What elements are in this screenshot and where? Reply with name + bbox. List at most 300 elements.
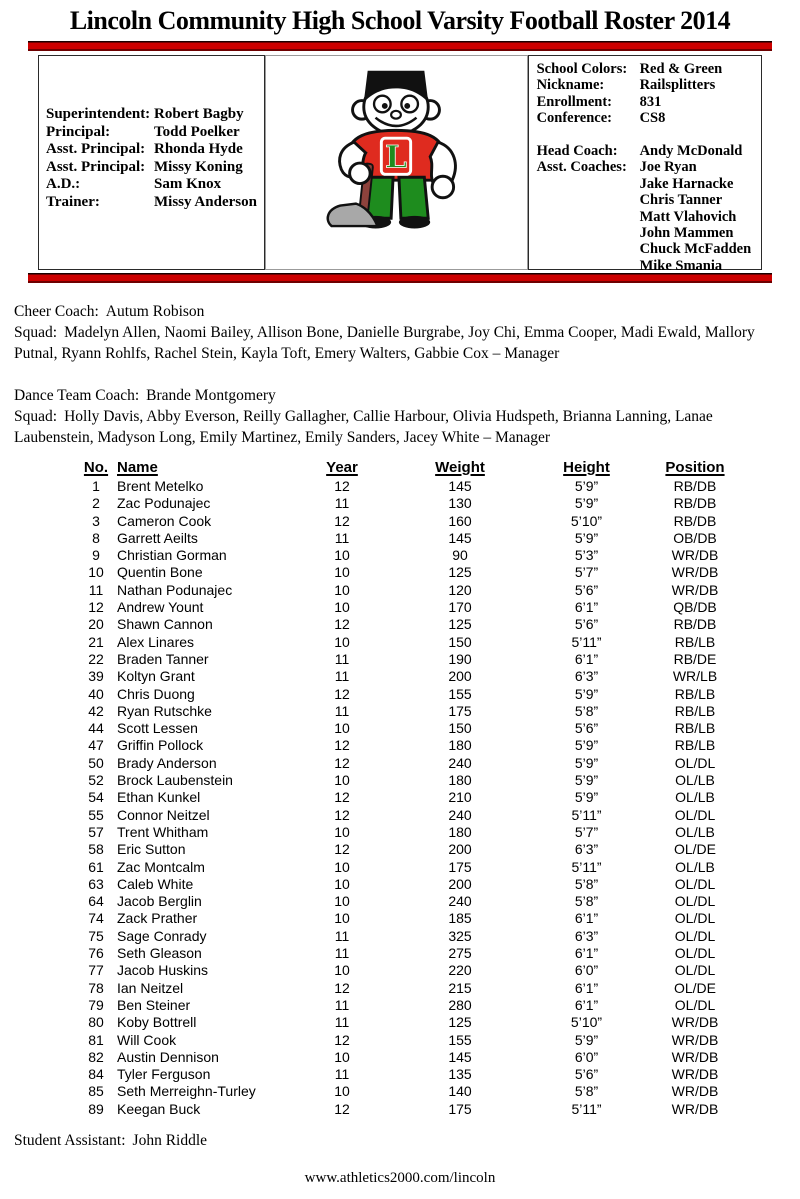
player-year: 10: [334, 547, 350, 564]
player-number: 78: [88, 979, 104, 996]
roster-row: [75, 530, 760, 547]
player-year: 11: [334, 927, 350, 944]
player-weight: 175: [448, 858, 472, 875]
player-number: 75: [88, 927, 104, 944]
col-header-name: Name: [117, 459, 158, 476]
player-weight: 200: [448, 875, 472, 892]
player-name: Will Cook: [117, 1031, 177, 1048]
railsplitter-mascot-graphic: [313, 56, 479, 236]
admin-row: [46, 141, 264, 159]
roster-row: [75, 997, 760, 1014]
player-year: 12: [334, 512, 350, 529]
player-name: Ryan Rutschke: [117, 702, 212, 719]
player-position: OL/LB: [675, 772, 715, 789]
player-name: Alex Linares: [117, 633, 195, 650]
player-position: WR/DB: [671, 581, 719, 598]
player-name: Connor Neitzel: [117, 806, 210, 823]
player-position: RB/LB: [674, 702, 716, 719]
player-height: 5’11”: [571, 806, 602, 823]
player-name: Ian Neitzel: [117, 979, 184, 996]
player-position: RB/DB: [673, 512, 717, 529]
player-weight: 215: [448, 979, 472, 996]
student-assistant-name: John Riddle: [132, 1131, 208, 1149]
player-height: 5’9”: [574, 789, 599, 806]
player-weight: 125: [448, 616, 472, 633]
roster-header-row: [75, 458, 760, 478]
student-assistant-label: Student Assistant:: [14, 1131, 126, 1149]
school-info-value: Red & Green: [639, 61, 723, 77]
player-position: RB/DB: [673, 478, 717, 494]
player-weight: 135: [448, 1066, 472, 1083]
player-name: Koltyn Grant: [117, 668, 195, 685]
player-name: Seth Gleason: [117, 945, 202, 962]
player-weight: 190: [448, 650, 472, 667]
spacer: [14, 364, 786, 385]
red-divider-bottom: [28, 273, 772, 283]
player-name: Tyler Ferguson: [117, 1066, 211, 1083]
roster-row: [75, 668, 760, 685]
squads-section: [14, 301, 786, 448]
admin-value: Missy Anderson: [154, 193, 257, 210]
player-height: 6’3”: [574, 927, 599, 944]
player-number: 61: [88, 858, 104, 875]
school-info-label: School Colors:: [536, 61, 628, 77]
asst-coach-name: Chuck McFadden: [639, 241, 752, 258]
roster-table: [75, 458, 760, 1118]
asst-coach-name: Jake Harnacke: [639, 175, 734, 192]
player-position: RB/DB: [673, 616, 717, 633]
player-number: 57: [88, 823, 104, 840]
player-position: OL/LB: [675, 823, 715, 840]
player-position: QB/DB: [673, 599, 717, 616]
player-position: OL/DL: [674, 875, 716, 892]
admin-row: [46, 194, 264, 212]
roster-row: [75, 582, 760, 599]
admin-value: Sam Knox: [154, 176, 222, 193]
player-weight: 220: [448, 962, 472, 979]
player-number: 80: [88, 1014, 104, 1031]
asst-coaches-row: [537, 159, 761, 274]
player-number: 20: [88, 616, 104, 633]
player-position: OL/DL: [674, 927, 716, 944]
roster-row: [75, 980, 760, 997]
player-position: WR/DB: [671, 1100, 719, 1117]
player-number: 47: [88, 737, 104, 754]
player-number: 12: [88, 599, 104, 616]
asst-coach-name: Mike Smania: [639, 257, 723, 274]
player-number: 81: [88, 1031, 104, 1048]
player-weight: 275: [448, 945, 472, 962]
player-weight: 240: [448, 754, 472, 771]
roster-row: [75, 789, 760, 806]
col-header-position: Position: [665, 459, 725, 476]
player-height: 5’10”: [570, 512, 603, 529]
player-year: 10: [334, 1083, 350, 1100]
school-info-row: [537, 110, 761, 126]
school-info-row: [537, 77, 761, 93]
player-year: 11: [334, 529, 350, 546]
player-number: 9: [92, 547, 100, 564]
player-position: OL/DL: [674, 893, 716, 910]
player-number: 21: [88, 633, 104, 650]
player-number: 11: [88, 581, 104, 598]
player-number: 44: [88, 720, 104, 737]
player-weight: 325: [448, 927, 472, 944]
player-height: 5’9”: [574, 737, 599, 754]
player-year: 12: [334, 1100, 350, 1117]
dance-squad-line: [14, 406, 786, 448]
admin-label: Principal:: [46, 123, 111, 140]
player-number: 55: [88, 806, 104, 823]
head-coach-label: Head Coach:: [536, 143, 618, 160]
admin-label: Superintendent:: [46, 106, 151, 122]
player-number: 82: [88, 1048, 104, 1065]
dance-coach-name: Brande Montgomery: [146, 387, 276, 404]
player-weight: 145: [448, 478, 472, 494]
player-name: Trent Whitham: [117, 823, 209, 840]
player-number: 8: [92, 529, 100, 546]
school-info-row: [537, 94, 761, 110]
player-name: Jacob Huskins: [117, 962, 209, 979]
player-height: 5’9”: [574, 685, 599, 702]
player-position: OB/DB: [673, 529, 717, 546]
player-name: Zack Prather: [117, 910, 198, 927]
admin-value: Rhonda Hyde: [154, 141, 243, 158]
roster-row: [75, 495, 760, 512]
asst-coach-name: Joe Ryan: [639, 159, 697, 176]
player-height: 6’1”: [574, 910, 599, 927]
admin-label: Asst. Principal:: [46, 158, 146, 175]
player-number: 79: [88, 996, 104, 1013]
school-info-value: Railsplitters: [639, 77, 716, 94]
player-position: OL/DE: [673, 979, 716, 996]
player-height: 5’10”: [570, 1014, 603, 1031]
player-number: 1: [92, 478, 100, 494]
player-weight: 180: [448, 772, 472, 789]
player-number: 3: [92, 512, 100, 529]
asst-coach-name: Chris Tanner: [639, 192, 723, 209]
player-year: 12: [334, 737, 350, 754]
roster-row: [75, 841, 760, 858]
player-position: OL/DL: [674, 996, 716, 1013]
player-position: WR/DB: [671, 1066, 719, 1083]
player-number: 64: [88, 893, 104, 910]
player-position: RB/LB: [674, 737, 716, 754]
admin-value: Robert Bagby: [154, 106, 244, 122]
player-height: 5’8”: [574, 1083, 599, 1100]
head-coach-value: Andy McDonald: [639, 143, 743, 160]
school-info-value: CS8: [639, 110, 666, 127]
player-height: 5’8”: [574, 875, 599, 892]
player-year: 11: [334, 650, 350, 667]
player-height: 5’11”: [571, 858, 602, 875]
player-year: 10: [334, 875, 350, 892]
player-name: Zac Podunajec: [117, 495, 211, 512]
player-weight: 185: [448, 910, 472, 927]
player-position: WR/DB: [671, 1031, 719, 1048]
player-year: 11: [334, 668, 350, 685]
player-height: 5’6”: [574, 720, 599, 737]
player-position: WR/DB: [671, 1083, 719, 1100]
player-name: Eric Sutton: [117, 841, 186, 858]
player-weight: 150: [448, 633, 472, 650]
player-height: 5’9”: [574, 1031, 599, 1048]
player-name: Ben Steiner: [117, 996, 191, 1013]
asst-coach-name: Matt Vlahovich: [639, 208, 737, 225]
player-weight: 240: [448, 806, 472, 823]
admin-row: [46, 159, 264, 177]
dance-coach-label: Dance Team Coach:: [14, 387, 140, 404]
school-info-row: [537, 61, 761, 77]
roster-row: [75, 616, 760, 633]
player-number: 54: [88, 789, 104, 806]
roster-row: [75, 910, 760, 927]
player-weight: 175: [448, 702, 472, 719]
roster-row: [75, 824, 760, 841]
player-position: WR/DB: [671, 1048, 719, 1065]
administration-box: [38, 55, 265, 270]
player-weight: 180: [448, 823, 472, 840]
player-position: RB/DE: [673, 650, 717, 667]
player-name: Caleb White: [117, 875, 194, 892]
roster-row: [75, 1066, 760, 1083]
roster-row: [75, 1032, 760, 1049]
roster-row: [75, 772, 760, 789]
player-number: 50: [88, 754, 104, 771]
roster-row: [75, 651, 760, 668]
cheer-coach-label: Cheer Coach:: [14, 303, 99, 320]
player-number: 10: [88, 564, 104, 581]
school-info-label: Nickname:: [536, 77, 605, 94]
col-header-weight: Weight: [435, 459, 485, 476]
school-info-label: Conference:: [536, 110, 612, 127]
player-weight: 160: [448, 512, 472, 529]
dance-coach-line: [14, 385, 786, 406]
player-weight: 200: [448, 841, 472, 858]
student-assistant-line: [14, 1132, 786, 1150]
player-year: 12: [334, 478, 350, 494]
player-name: Brady Anderson: [117, 754, 217, 771]
dance-squad-label: Squad:: [14, 408, 58, 425]
player-name: Brent Metelko: [117, 478, 204, 494]
admin-row: [46, 106, 264, 124]
player-year: 11: [334, 1014, 350, 1031]
red-divider-top: [28, 41, 772, 51]
cheer-coach-line: [14, 301, 786, 322]
roster-row: [75, 513, 760, 530]
player-name: Austin Dennison: [117, 1048, 219, 1065]
roster-row: [75, 1083, 760, 1100]
player-name: Brock Laubenstein: [117, 772, 233, 789]
player-weight: 90: [452, 547, 468, 564]
school-info-value: 831: [639, 93, 662, 110]
player-height: 6’3”: [574, 668, 599, 685]
player-name: Chris Duong: [117, 685, 195, 702]
player-height: 5’9”: [574, 772, 599, 789]
player-height: 5’7”: [574, 564, 599, 581]
roster-row: [75, 686, 760, 703]
player-number: 40: [88, 685, 104, 702]
player-name: Cameron Cook: [117, 512, 212, 529]
player-position: RB/LB: [674, 720, 716, 737]
admin-label: A.D.:: [46, 176, 81, 193]
player-number: 39: [88, 668, 104, 685]
roster-row: [75, 876, 760, 893]
player-position: OL/DL: [674, 754, 716, 771]
roster-row: [75, 807, 760, 824]
player-position: WR/DB: [671, 1014, 719, 1031]
player-year: 10: [334, 720, 350, 737]
player-weight: 240: [448, 893, 472, 910]
player-position: RB/LB: [674, 685, 716, 702]
page-title: Lincoln Community High School Varsity Football Roster 2014: [69, 6, 731, 35]
player-number: 77: [88, 962, 104, 979]
roster-row: [75, 1101, 760, 1118]
roster-row: [75, 478, 760, 495]
player-year: 11: [334, 495, 350, 512]
player-position: WR/DB: [671, 547, 719, 564]
player-number: 85: [88, 1083, 104, 1100]
roster-row: [75, 737, 760, 754]
cheer-coach-name: Autum Robison: [105, 303, 205, 320]
player-year: 10: [334, 581, 350, 598]
player-position: WR/LB: [672, 668, 718, 685]
player-name: Shawn Cannon: [117, 616, 213, 633]
player-number: 84: [88, 1066, 104, 1083]
asst-coaches-label: Asst. Coaches:: [536, 159, 627, 176]
roster-row: [75, 547, 760, 564]
cheer-squad-label: Squad:: [14, 324, 58, 341]
player-number: 42: [88, 702, 104, 719]
roster-row: [75, 893, 760, 910]
roster-row: [75, 720, 760, 737]
school-info-label: Enrollment:: [536, 93, 613, 110]
player-weight: 200: [448, 668, 472, 685]
player-height: 5’8”: [574, 702, 599, 719]
roster-row: [75, 564, 760, 581]
player-weight: 210: [448, 789, 472, 806]
player-weight: 145: [448, 529, 472, 546]
asst-coach-name: John Mammen: [639, 225, 734, 242]
player-height: 6’1”: [574, 599, 599, 616]
player-weight: 125: [448, 564, 472, 581]
player-height: 6’0”: [574, 1048, 599, 1065]
player-height: 5’6”: [574, 581, 599, 598]
player-year: 10: [334, 633, 350, 650]
player-position: OL/LB: [675, 858, 715, 875]
admin-value: Todd Poelker: [154, 123, 240, 140]
admin-label: Asst. Principal:: [46, 141, 146, 158]
player-year: 12: [334, 754, 350, 771]
player-height: 5’11”: [571, 1100, 602, 1117]
player-height: 6’3”: [574, 841, 599, 858]
roster-row: [75, 962, 760, 979]
player-name: Christian Gorman: [117, 547, 227, 564]
col-header-height: Height: [563, 459, 610, 476]
player-number: 22: [88, 650, 104, 667]
player-weight: 170: [448, 599, 472, 616]
player-position: OL/DL: [674, 910, 716, 927]
player-year: 12: [334, 789, 350, 806]
player-year: 12: [334, 979, 350, 996]
player-number: 52: [88, 772, 104, 789]
player-name: Seth Merreighn-Turley: [117, 1083, 256, 1100]
player-name: Garrett Aeilts: [117, 529, 198, 546]
player-year: 11: [334, 945, 350, 962]
footer-url: www.athletics2000.com/lincoln: [304, 1170, 496, 1186]
mascot-box: [265, 55, 528, 270]
player-height: 6’1”: [574, 650, 599, 667]
player-year: 10: [334, 910, 350, 927]
player-height: 5’7”: [574, 823, 599, 840]
player-weight: 145: [448, 1048, 472, 1065]
col-header-year: Year: [326, 459, 358, 476]
player-height: 5’9”: [574, 754, 599, 771]
player-height: 5’11”: [571, 633, 602, 650]
roster-row: [75, 1014, 760, 1031]
player-year: 12: [334, 841, 350, 858]
player-weight: 155: [448, 685, 472, 702]
roster-row: [75, 599, 760, 616]
admin-row: [46, 124, 264, 142]
player-height: 6’1”: [574, 945, 599, 962]
col-header-no: No.: [83, 459, 109, 476]
player-weight: 130: [448, 495, 472, 512]
spacer: [537, 127, 761, 143]
school-info-box: [528, 55, 762, 274]
player-year: 10: [334, 858, 350, 875]
dance-squad-names: Holly Davis, Abby Everson, Reilly Gallagher, Callie Harbour, Olivia Hudspeth, Brianna Lanning, Lanae Laubenstein, Madyson Long, Emily Martinez, Emily Sanders, Jacey White – Manager: [14, 408, 713, 446]
player-position: OL/DL: [674, 806, 716, 823]
player-year: 10: [334, 823, 350, 840]
player-name: Scott Lessen: [117, 720, 198, 737]
player-number: 2: [92, 495, 100, 512]
player-number: 63: [88, 875, 104, 892]
player-name: Zac Montcalm: [117, 858, 205, 875]
player-number: 76: [88, 945, 104, 962]
roster-row: [75, 1049, 760, 1066]
player-year: 10: [334, 1048, 350, 1065]
player-year: 12: [334, 685, 350, 702]
head-coach-row: [537, 143, 761, 159]
player-position: OL/LB: [675, 789, 715, 806]
player-height: 5’9”: [574, 529, 599, 546]
cheer-squad-line: [14, 322, 786, 364]
player-name: Nathan Podunajec: [117, 581, 233, 598]
player-height: 5’9”: [574, 478, 599, 494]
player-name: Quentin Bone: [117, 564, 203, 581]
cheer-squad-names: Madelyn Allen, Naomi Bailey, Allison Bone, Danielle Burgrabe, Joy Chi, Emma Cooper, Madi Ewald, Mallory Putnal, Ryann Rohlfs, Rachel Stein, Kayla Toft, Emery Walters, Gabbie Cox – Manager: [14, 324, 755, 362]
player-weight: 155: [448, 1031, 472, 1048]
player-year: 12: [334, 1031, 350, 1048]
roster-row: [75, 859, 760, 876]
player-position: RB/LB: [674, 633, 716, 650]
player-weight: 175: [448, 1100, 472, 1117]
admin-label: Trainer:: [46, 193, 100, 210]
player-number: 58: [88, 841, 104, 858]
player-year: 10: [334, 893, 350, 910]
player-year: 10: [334, 962, 350, 979]
player-weight: 180: [448, 737, 472, 754]
player-name: Griffin Pollock: [117, 737, 204, 754]
roster-row: [75, 634, 760, 651]
player-height: 5’9”: [574, 495, 599, 512]
player-height: 5’6”: [574, 616, 599, 633]
admin-value: Missy Koning: [154, 158, 243, 175]
roster-row: [75, 755, 760, 772]
roster-row: [75, 703, 760, 720]
player-position: OL/DL: [674, 962, 716, 979]
